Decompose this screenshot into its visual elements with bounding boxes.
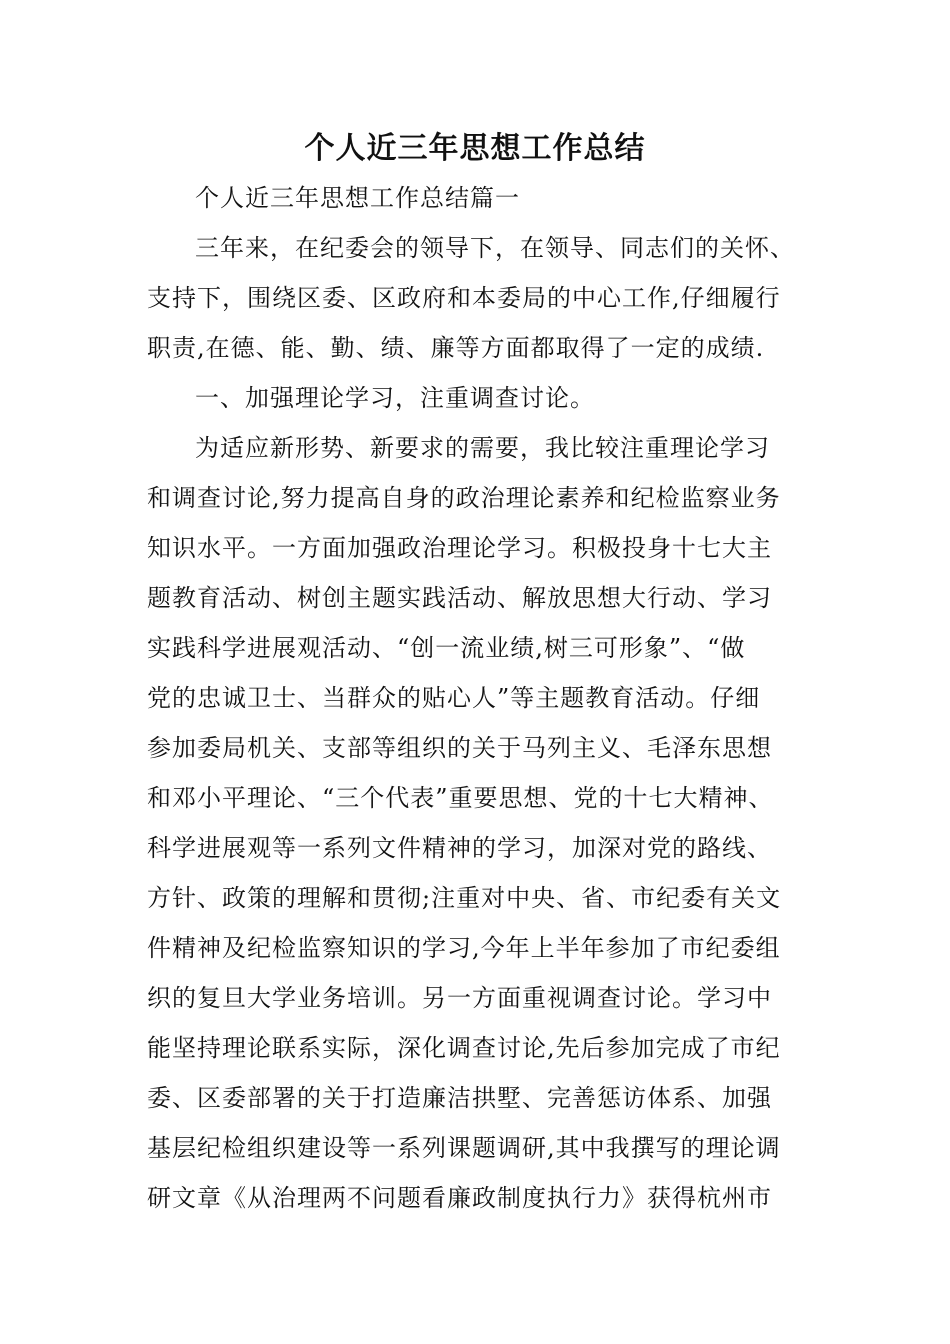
- paragraph-line: 知识水平。一方面加强政治理论学习。积极投身十七大主: [147, 534, 772, 562]
- paragraph-line: 织的复旦大学业务培训。另一方面重视调查讨论。学习中: [147, 984, 772, 1012]
- paragraph-line: 能坚持理论联系实际，深化调查讨论,先后参加完成了市纪: [147, 1034, 781, 1062]
- section-heading: 一、加强理论学习，注重调查讨论。: [195, 384, 595, 412]
- paragraph-line: 题教育活动、树创主题实践活动、解放思想大行动、学习: [147, 584, 772, 612]
- paragraph-line: 件精神及纪检监察知识的学习,今年上半年参加了市纪委组: [147, 934, 781, 962]
- paragraph-line: 科学进展观等一系列文件精神的学习，加深对党的路线、: [147, 834, 772, 862]
- subtitle-line: 个人近三年思想工作总结篇一: [195, 184, 520, 212]
- paragraph-line: 和邓小平理论、“三个代表”重要思想、党的十七大精神、: [147, 784, 774, 812]
- paragraph-line: 三年来，在纪委会的领导下，在领导、同志们的关怀、: [195, 234, 795, 262]
- paragraph-line: 为适应新形势、新要求的需要，我比较注重理论学习: [195, 434, 770, 462]
- paragraph-line: 和调查讨论,努力提高自身的政治理论素养和纪检监察业务: [147, 484, 781, 512]
- paragraph-line: 方针、政策的理解和贯彻;注重对中央、省、市纪委有关文: [147, 884, 782, 912]
- paragraph-line: 委、区委部署的关于打造廉洁拱墅、完善惩访体系、加强: [147, 1084, 772, 1112]
- paragraph-line: 党的忠诚卫士、当群众的贴心人”等主题教育活动。仔细: [147, 684, 761, 712]
- document-title: 个人近三年思想工作总结: [304, 131, 646, 166]
- paragraph-line: 实践科学进展观活动、“创一流业绩,树三可形象”、“做: [147, 634, 746, 662]
- paragraph-line: 职责,在德、能、勤、绩、廉等方面都取得了一定的成绩.: [147, 334, 765, 362]
- paragraph-line: 基层纪检组织建设等一系列课题调研,其中我撰写的理论调: [147, 1134, 781, 1162]
- paragraph-line: 支持下，围绕区委、区政府和本委局的中心工作,仔细履行: [147, 284, 781, 312]
- paragraph-line: 研文章《从治理两不问题看廉政制度执行力》获得杭州市: [147, 1184, 772, 1212]
- paragraph-line: 参加委局机关、支部等组织的关于马列主义、毛泽东思想: [147, 734, 772, 762]
